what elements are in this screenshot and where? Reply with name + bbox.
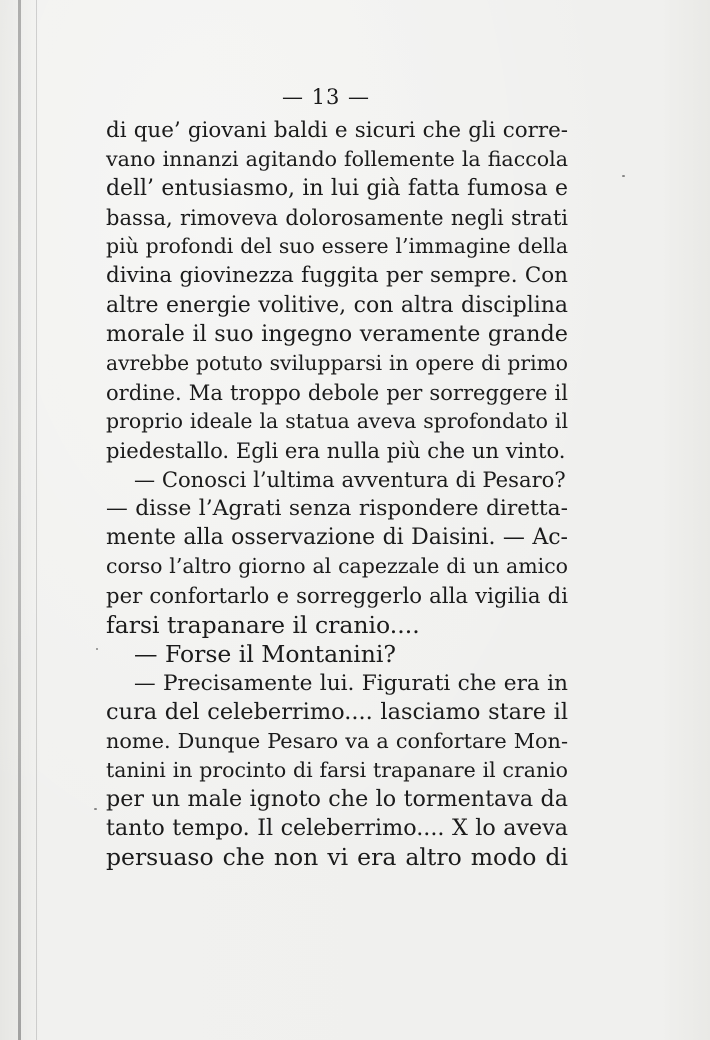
text-line: altre energie volitive, con altra disciplina xyxy=(106,292,568,318)
text-line: morale il suo ingegno veramente grande xyxy=(106,320,568,347)
text-line: più profondi del suo essere l’immagine della xyxy=(106,234,568,259)
text-line: dell’ entusiasmo, in lui già fatta fumosa e xyxy=(106,176,568,202)
text-line: farsi trapanare il cranio.... xyxy=(106,610,420,639)
text-line: tanto tempo. Il celeberrimo.... X lo aveva xyxy=(106,815,568,842)
binding-edge xyxy=(18,0,21,1040)
text-line: proprio ideale la statua aveva sprofondato il xyxy=(106,408,568,433)
text-line: cura del celeberrimo.... lasciamo stare il xyxy=(106,698,568,725)
text-line: mente alla osservazione di Daisini. — Ac- xyxy=(106,525,568,551)
binding-edge-inner xyxy=(36,0,37,1040)
paper-speck xyxy=(96,648,98,650)
text-line: — Conosci l’ultima avventura di Pesaro? xyxy=(134,467,566,493)
text-line: piedestallo. Egli era nulla più che un vinto. xyxy=(106,438,566,464)
text-line: — Precisamente lui. Figurati che era in xyxy=(134,670,568,696)
body-text xyxy=(106,116,568,872)
text-line: di que’ giovani baldi e sicuri che gli corre- xyxy=(106,118,568,143)
paper-speck xyxy=(622,175,625,177)
text-line: bassa, rimoveva dolorosamente negli strati xyxy=(106,205,568,231)
text-line: vano innanzi agitando follemente la fiaccola xyxy=(106,147,568,172)
text-line: per un male ignoto che lo tormentava da xyxy=(106,786,568,813)
text-line: nome. Dunque Pesaro va a confortare Mon- xyxy=(106,728,568,753)
text-line: tanini in procinto di farsi trapanare il cranio xyxy=(106,758,568,783)
text-line: — disse l’Agrati senza rispondere diretta- xyxy=(106,496,568,522)
paper-speck xyxy=(94,808,97,810)
page-number: — 13 — xyxy=(281,85,371,109)
text-line: avrebbe potuto svilupparsi in opere di primo xyxy=(106,350,568,375)
text-line: ordine. Ma troppo debole per sorreggere il xyxy=(106,379,568,405)
text-line: divina giovinezza fuggita per sempre. Con xyxy=(106,263,568,289)
text-line: corso l’altro giorno al capezzale di un amico xyxy=(106,554,568,579)
text-line: — Forse il Montanini? xyxy=(134,639,397,668)
text-line: persuaso che non vi era altro modo di xyxy=(106,843,568,872)
text-line: per confortarlo e sorreggerlo alla vigilia di xyxy=(106,583,568,609)
